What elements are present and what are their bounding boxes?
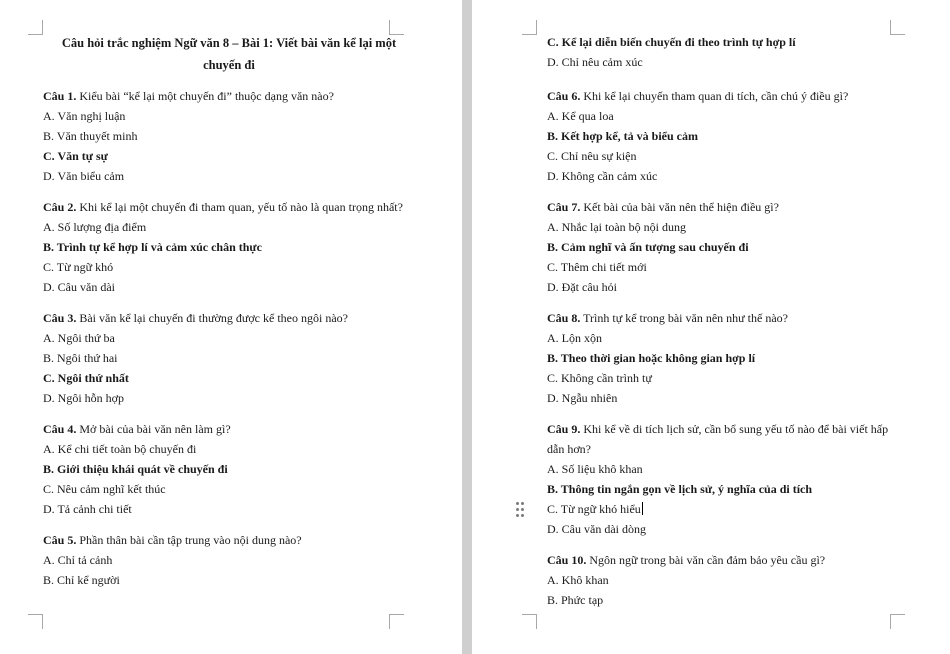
answer-option [43,328,115,348]
question-prompt: Bài văn kể lại chuyến đi thường được kể theo ngôi nào? [76,311,348,325]
answer-text: A. Nhắc lại toàn bộ nội dung [547,220,686,234]
answer-text: B. Văn thuyết minh [43,129,138,143]
answer-option [547,570,609,590]
answer-option [43,388,124,408]
question-text [43,197,403,217]
answer-option [547,590,603,610]
question-number: Câu 1. [43,89,77,103]
question-number: Câu 4. [43,422,77,436]
margin-corner-mark [28,614,43,629]
question-text [547,550,825,570]
answer-text: A. Kể qua loa [547,109,614,123]
question-number: Câu 6. [547,89,581,103]
correct-answer: B. Kết hợp kể, tả và biểu cảm [547,129,698,143]
answer-text: C. Chỉ nêu sự kiện [547,149,637,163]
correct-answer: B. Theo thời gian hoặc không gian hợp lí [547,351,756,365]
answer-option [547,146,637,166]
correct-answer: B. Thông tin ngắn gọn về lịch sử, ý nghĩa của di tích [547,482,813,496]
question-prompt: Kiểu bài “kể lại một chuyến đi” thuộc dạng văn nào? [76,89,334,103]
answer-option [43,348,118,368]
question-prompt: dẫn hơn? [547,442,591,456]
answer-option [547,479,812,499]
answer-option [43,217,146,237]
answer-option [547,459,643,479]
correct-answer: B. Trình tự kể hợp lí và cảm xúc chân thực [43,240,262,254]
answer-text: A. Văn nghị luận [43,109,126,123]
question-text [547,308,788,328]
answer-text: D. Ngôi hỗn hợp [43,391,125,405]
question-text [547,86,848,106]
answer-text: A. Số liệu khô khan [547,462,643,476]
question-number: Câu 2. [43,200,77,214]
answer-option [43,166,124,186]
question-text [43,308,348,328]
answer-text: D. Chỉ nêu cảm xúc [547,55,643,69]
question-prompt: Khi kể về di tích lịch sử, cần bổ sung yếu tố nào để bài viết hấp [580,422,889,436]
answer-text: D. Câu văn dài [43,280,115,294]
answer-option [43,499,132,519]
answer-text: D. Ngẫu nhiên [547,391,618,405]
question-prompt: Mở bài của bài văn nên làm gì? [76,422,231,436]
answer-option [43,257,113,277]
margin-corner-mark [522,20,537,35]
question-prompt: Ngôn ngữ trong bài văn cần đảm bảo yêu cầu gì? [586,553,826,567]
answer-option [43,277,115,297]
answer-option [547,519,646,539]
answer-text: A. Số lượng địa điểm [43,220,147,234]
question-text [43,419,231,439]
answer-option [547,499,643,519]
answer-text: A. Lộn xộn [547,331,602,345]
answer-text: A. Ngôi thứ ba [43,331,115,345]
answer-text: D. Câu văn dài dòng [547,522,646,536]
question-text [43,530,302,550]
answer-option [547,217,686,237]
answer-text: C. Từ ngữ khó hiểu [547,502,641,516]
answer-option [547,348,755,368]
answer-option [547,257,647,277]
answer-option [43,550,112,570]
margin-corner-mark [890,614,905,629]
question-prompt: Trình tự kể trong bài văn nên như thế nào? [580,311,788,325]
question-text [547,419,888,439]
correct-answer: C. Văn tự sự [43,149,108,163]
margin-corner-mark [522,614,537,629]
question-number: Câu 5. [43,533,77,547]
correct-answer: B. Cảm nghĩ và ấn tượng sau chuyến đi [547,240,749,254]
answer-option [547,126,698,146]
answer-option [547,328,602,348]
question-number: Câu 8. [547,311,581,325]
text-cursor [642,502,643,515]
drag-handle-icon[interactable] [516,502,524,518]
answer-option [43,146,108,166]
answer-text: C. Không cần trình tự [547,371,652,385]
question-number: Câu 3. [43,311,77,325]
answer-text: C. Từ ngữ khó [43,260,114,274]
answer-option [43,106,125,126]
answer-option [547,106,614,126]
question-prompt: Kết bài của bài văn nên thể hiện điều gì? [580,200,779,214]
question-prompt: Khi kể lại chuyến tham quan di tích, cần chú ý điều gì? [580,89,849,103]
answer-option [43,237,262,257]
margin-corner-mark [389,614,404,629]
answer-text: D. Văn biểu cảm [43,169,125,183]
answer-text: B. Phức tạp [547,593,604,607]
question-prompt: Phần thân bài cần tập trung vào nội dung nào? [76,533,302,547]
answer-option [43,126,137,146]
question-prompt: Khi kể lại một chuyến đi tham quan, yếu tố nào là quan trọng nhất? [76,200,403,214]
title-line: chuyến đi [203,58,255,72]
correct-answer: B. Giới thiệu khái quát về chuyến đi [43,462,228,476]
answer-text: D. Tả cảnh chi tiết [43,502,132,516]
answer-text: A. Kể chi tiết toàn bộ chuyến đi [43,442,197,456]
answer-text: C. Thêm chi tiết mới [547,260,647,274]
answer-text: B. Chỉ kể người [43,573,120,587]
answer-text: A. Khô khan [547,573,609,587]
document-title [36,32,422,76]
document-page-left[interactable] [0,0,462,654]
correct-answer: C. Kể lại diễn biến chuyến đi theo trình tự hợp lí [547,35,796,49]
answer-option [547,368,652,388]
margin-corner-mark [890,20,905,35]
answer-option [547,237,749,257]
answer-option [43,570,120,590]
question-text [547,439,591,459]
answer-text: B. Ngôi thứ hai [43,351,118,365]
correct-answer: C. Ngôi thứ nhất [43,371,129,385]
answer-text: D. Đặt câu hỏi [547,280,617,294]
answer-text: A. Chỉ tả cảnh [43,553,113,567]
question-number: Câu 9. [547,422,581,436]
answer-option [43,368,129,388]
question-text [547,197,779,217]
answer-option [43,479,166,499]
document-page-right[interactable] [472,0,950,654]
question-number: Câu 10. [547,553,587,567]
answer-option [547,277,617,297]
answer-option [547,388,617,408]
page-gutter [462,0,472,654]
answer-option [547,166,657,186]
answer-option [547,52,643,72]
answer-option [43,459,228,479]
question-text [43,86,334,106]
answer-text: C. Nêu cảm nghĩ kết thúc [43,482,166,496]
answer-option [43,439,196,459]
question-number: Câu 7. [547,200,581,214]
title-line: Câu hỏi trắc nghiệm Ngữ văn 8 – Bài 1: Viết bài văn kể lại một [61,36,397,50]
answer-text: D. Không cần cảm xúc [547,169,658,183]
answer-option [547,32,796,52]
